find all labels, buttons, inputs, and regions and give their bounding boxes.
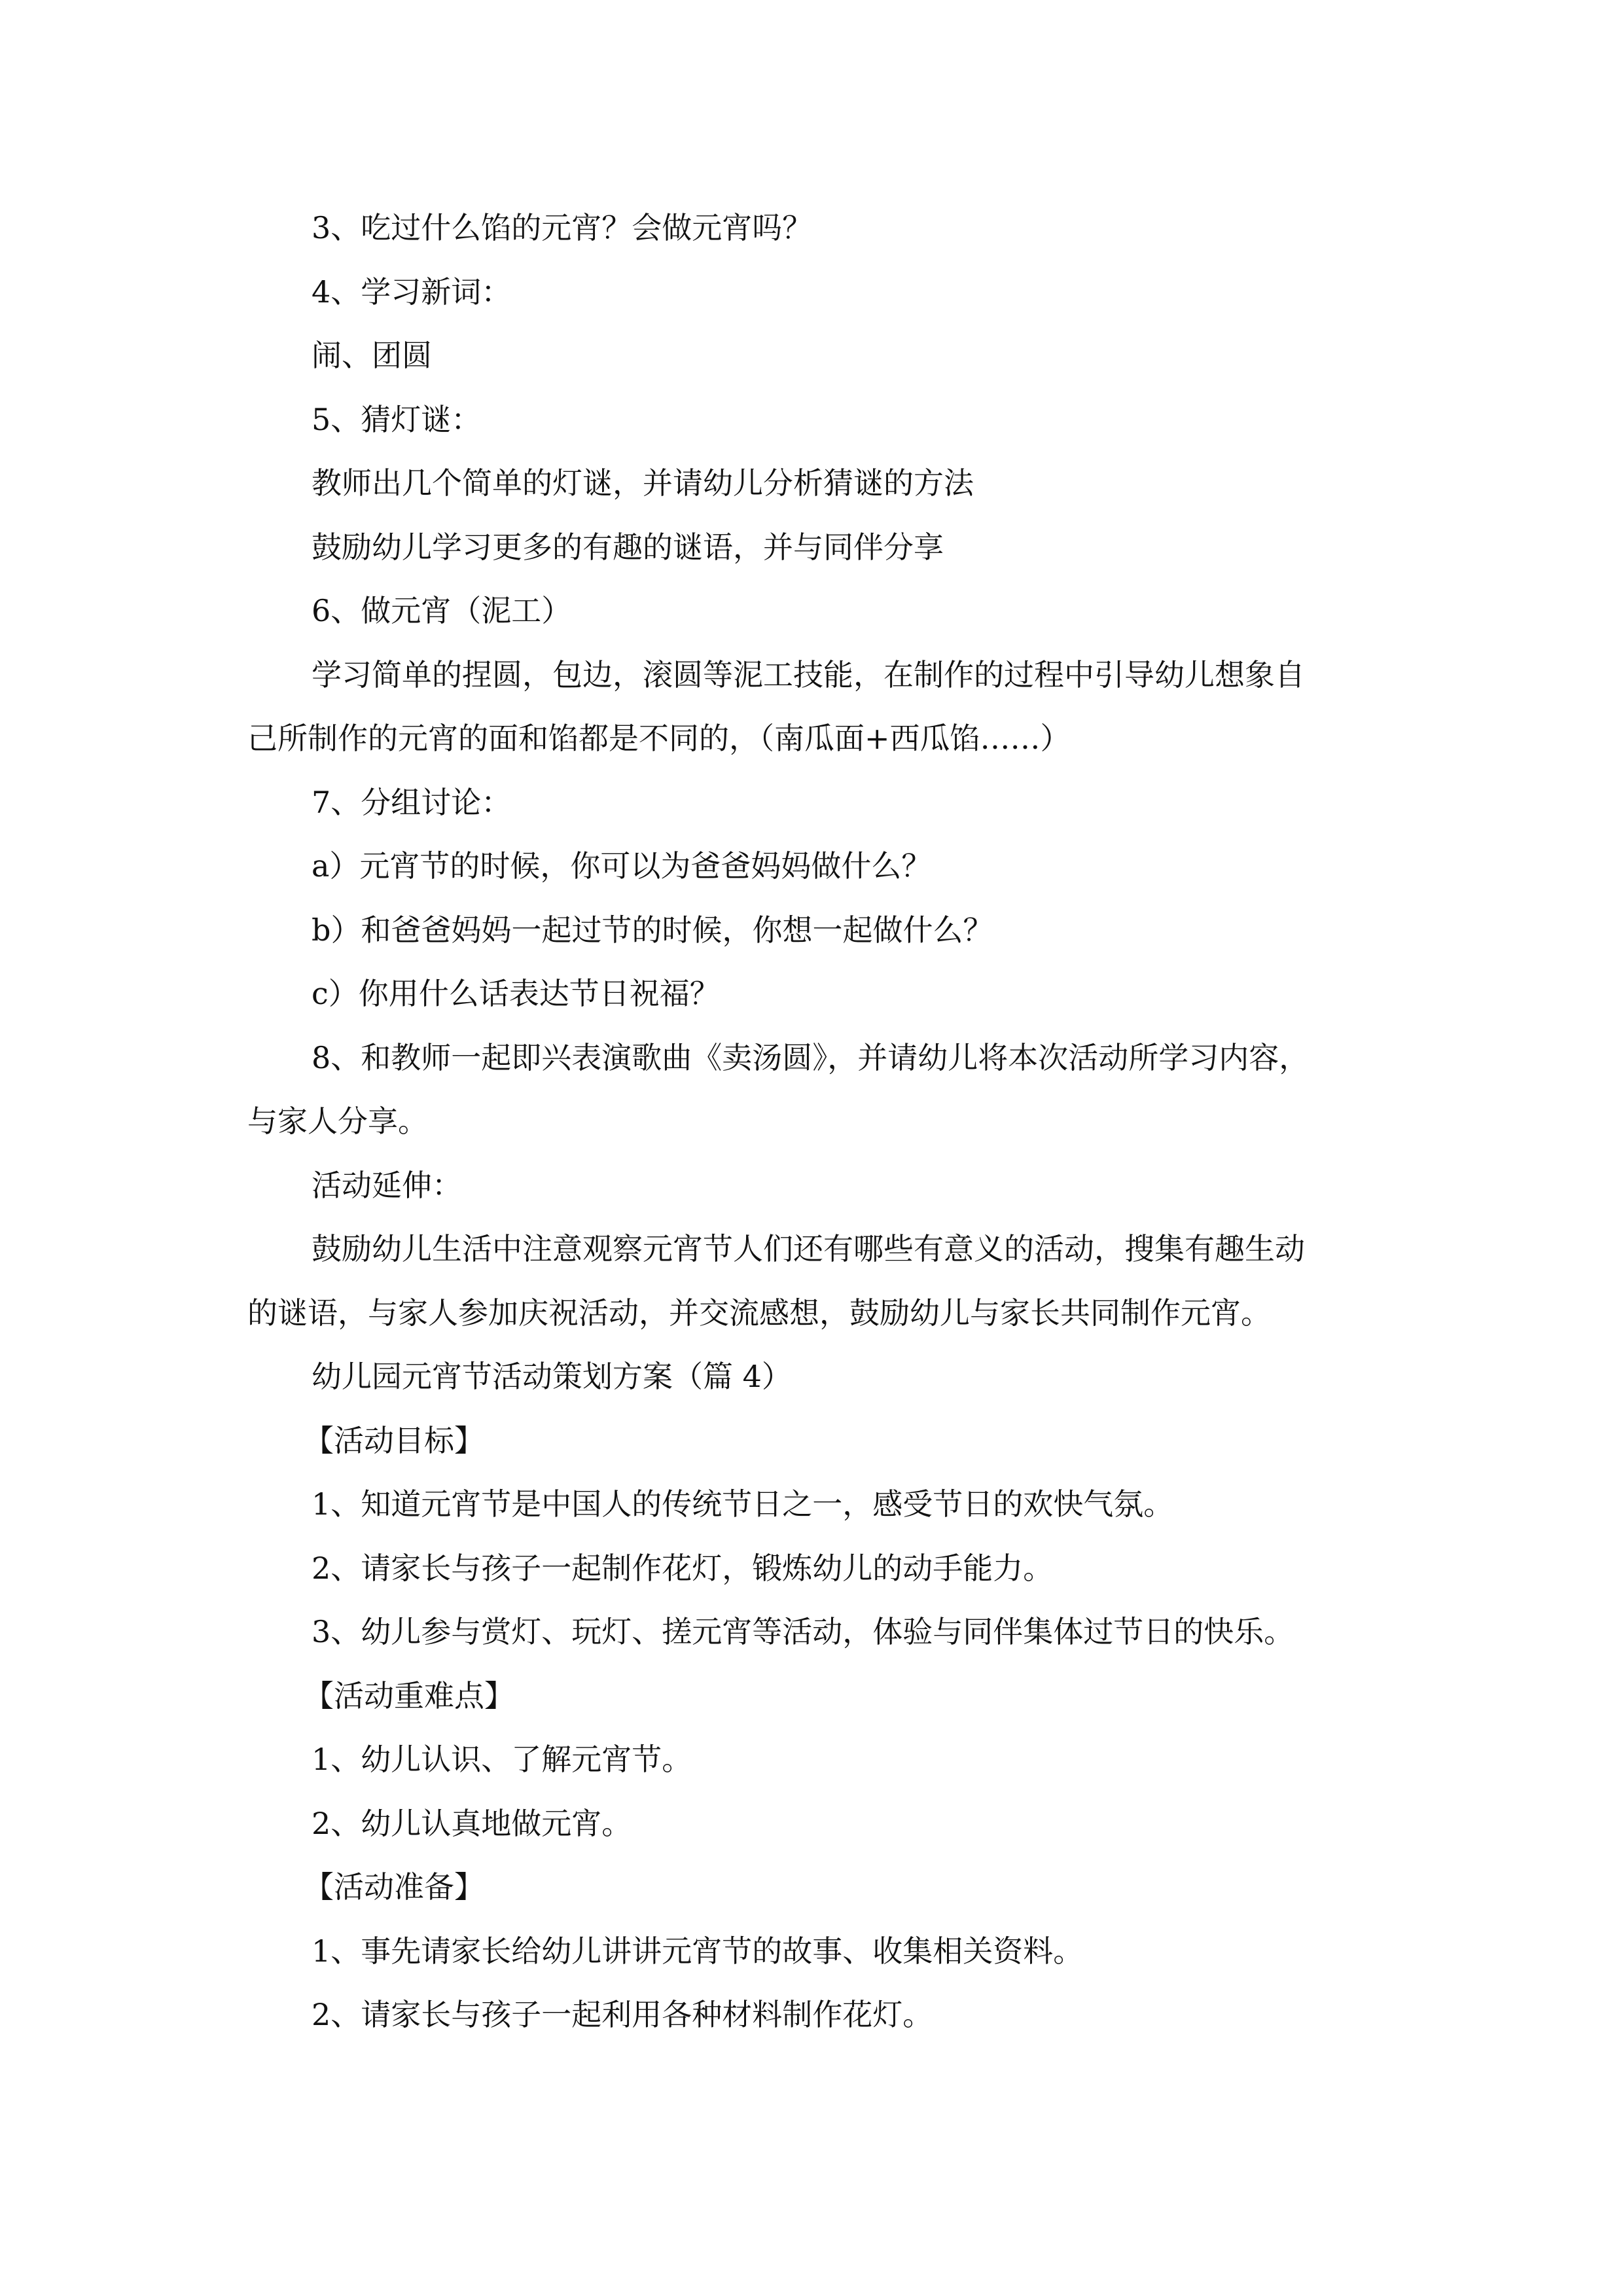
text-line: 与家人分享。 [247, 1103, 428, 1139]
text-line: 8、和教师一起即兴表演歌曲《卖汤圆》，并请幼儿将本次活动所学习内容， [312, 1039, 1310, 1075]
text-line: a）元宵节的时候，你可以为爸爸妈妈做什么？ [312, 848, 932, 884]
text-line: 2、幼儿认真地做元宵。 [312, 1805, 632, 1841]
text-line: 1、知道元宵节是中国人的传统节日之一，感受节日的欢快气氛。 [312, 1486, 1174, 1522]
document-body [247, 196, 1399, 2047]
text-line: 5、猜灯谜： [312, 401, 482, 437]
text-line: 闹、团圆 [312, 338, 432, 373]
text-line: 的谜语，与家人参加庆祝活动，并交流感想，鼓励幼儿与家长共同制作元宵。 [247, 1295, 1271, 1331]
text-line: 2、请家长与孩子一起制作花灯，锻炼幼儿的动手能力。 [312, 1550, 1054, 1586]
text-line: b）和爸爸妈妈一起过节的时候，你想一起做什么？ [312, 912, 993, 948]
text-line: 4、学习新词： [312, 274, 512, 310]
text-line: 学习简单的捏圆，包边，滚圆等泥工技能，在制作的过程中引导幼儿想象自 [312, 656, 1305, 692]
text-line: 3、幼儿参与赏灯、玩灯、搓元宵等活动，体验与同伴集体过节日的快乐。 [312, 1614, 1294, 1649]
section-heading: 【活动重难点】 [304, 1677, 514, 1713]
text-line: 鼓励幼儿生活中注意观察元宵节人们还有哪些有意义的活动，搜集有趣生动 [312, 1231, 1305, 1266]
article-title: 幼儿园元宵节活动策划方案（篇 4） [312, 1359, 792, 1394]
text-line: c）你用什么话表达节日祝福？ [312, 976, 720, 1011]
text-line: 3、吃过什么馅的元宵？会做元宵吗？ [312, 210, 813, 245]
section-heading: 【活动准备】 [304, 1869, 484, 1905]
text-line: 1、事先请家长给幼儿讲讲元宵节的故事、收集相关资料。 [312, 1933, 1084, 1969]
text-line: 己所制作的元宵的面和馅都是不同的，（南瓜面+西瓜馅……） [247, 721, 1071, 756]
text-line: 教师出几个简单的灯谜，并请幼儿分析猜谜的方法 [312, 465, 974, 501]
section-heading: 【活动目标】 [304, 1422, 484, 1458]
section-heading: 活动延伸： [312, 1167, 462, 1203]
text-line: 1、幼儿认识、了解元宵节。 [312, 1742, 692, 1777]
text-line: 鼓励幼儿学习更多的有趣的谜语，并与同伴分享 [312, 529, 944, 565]
text-line: 6、做元宵（泥工） [312, 593, 572, 628]
text-line: 7、分组讨论： [312, 784, 512, 820]
text-line: 2、请家长与孩子一起利用各种材料制作花灯。 [312, 1997, 933, 2032]
